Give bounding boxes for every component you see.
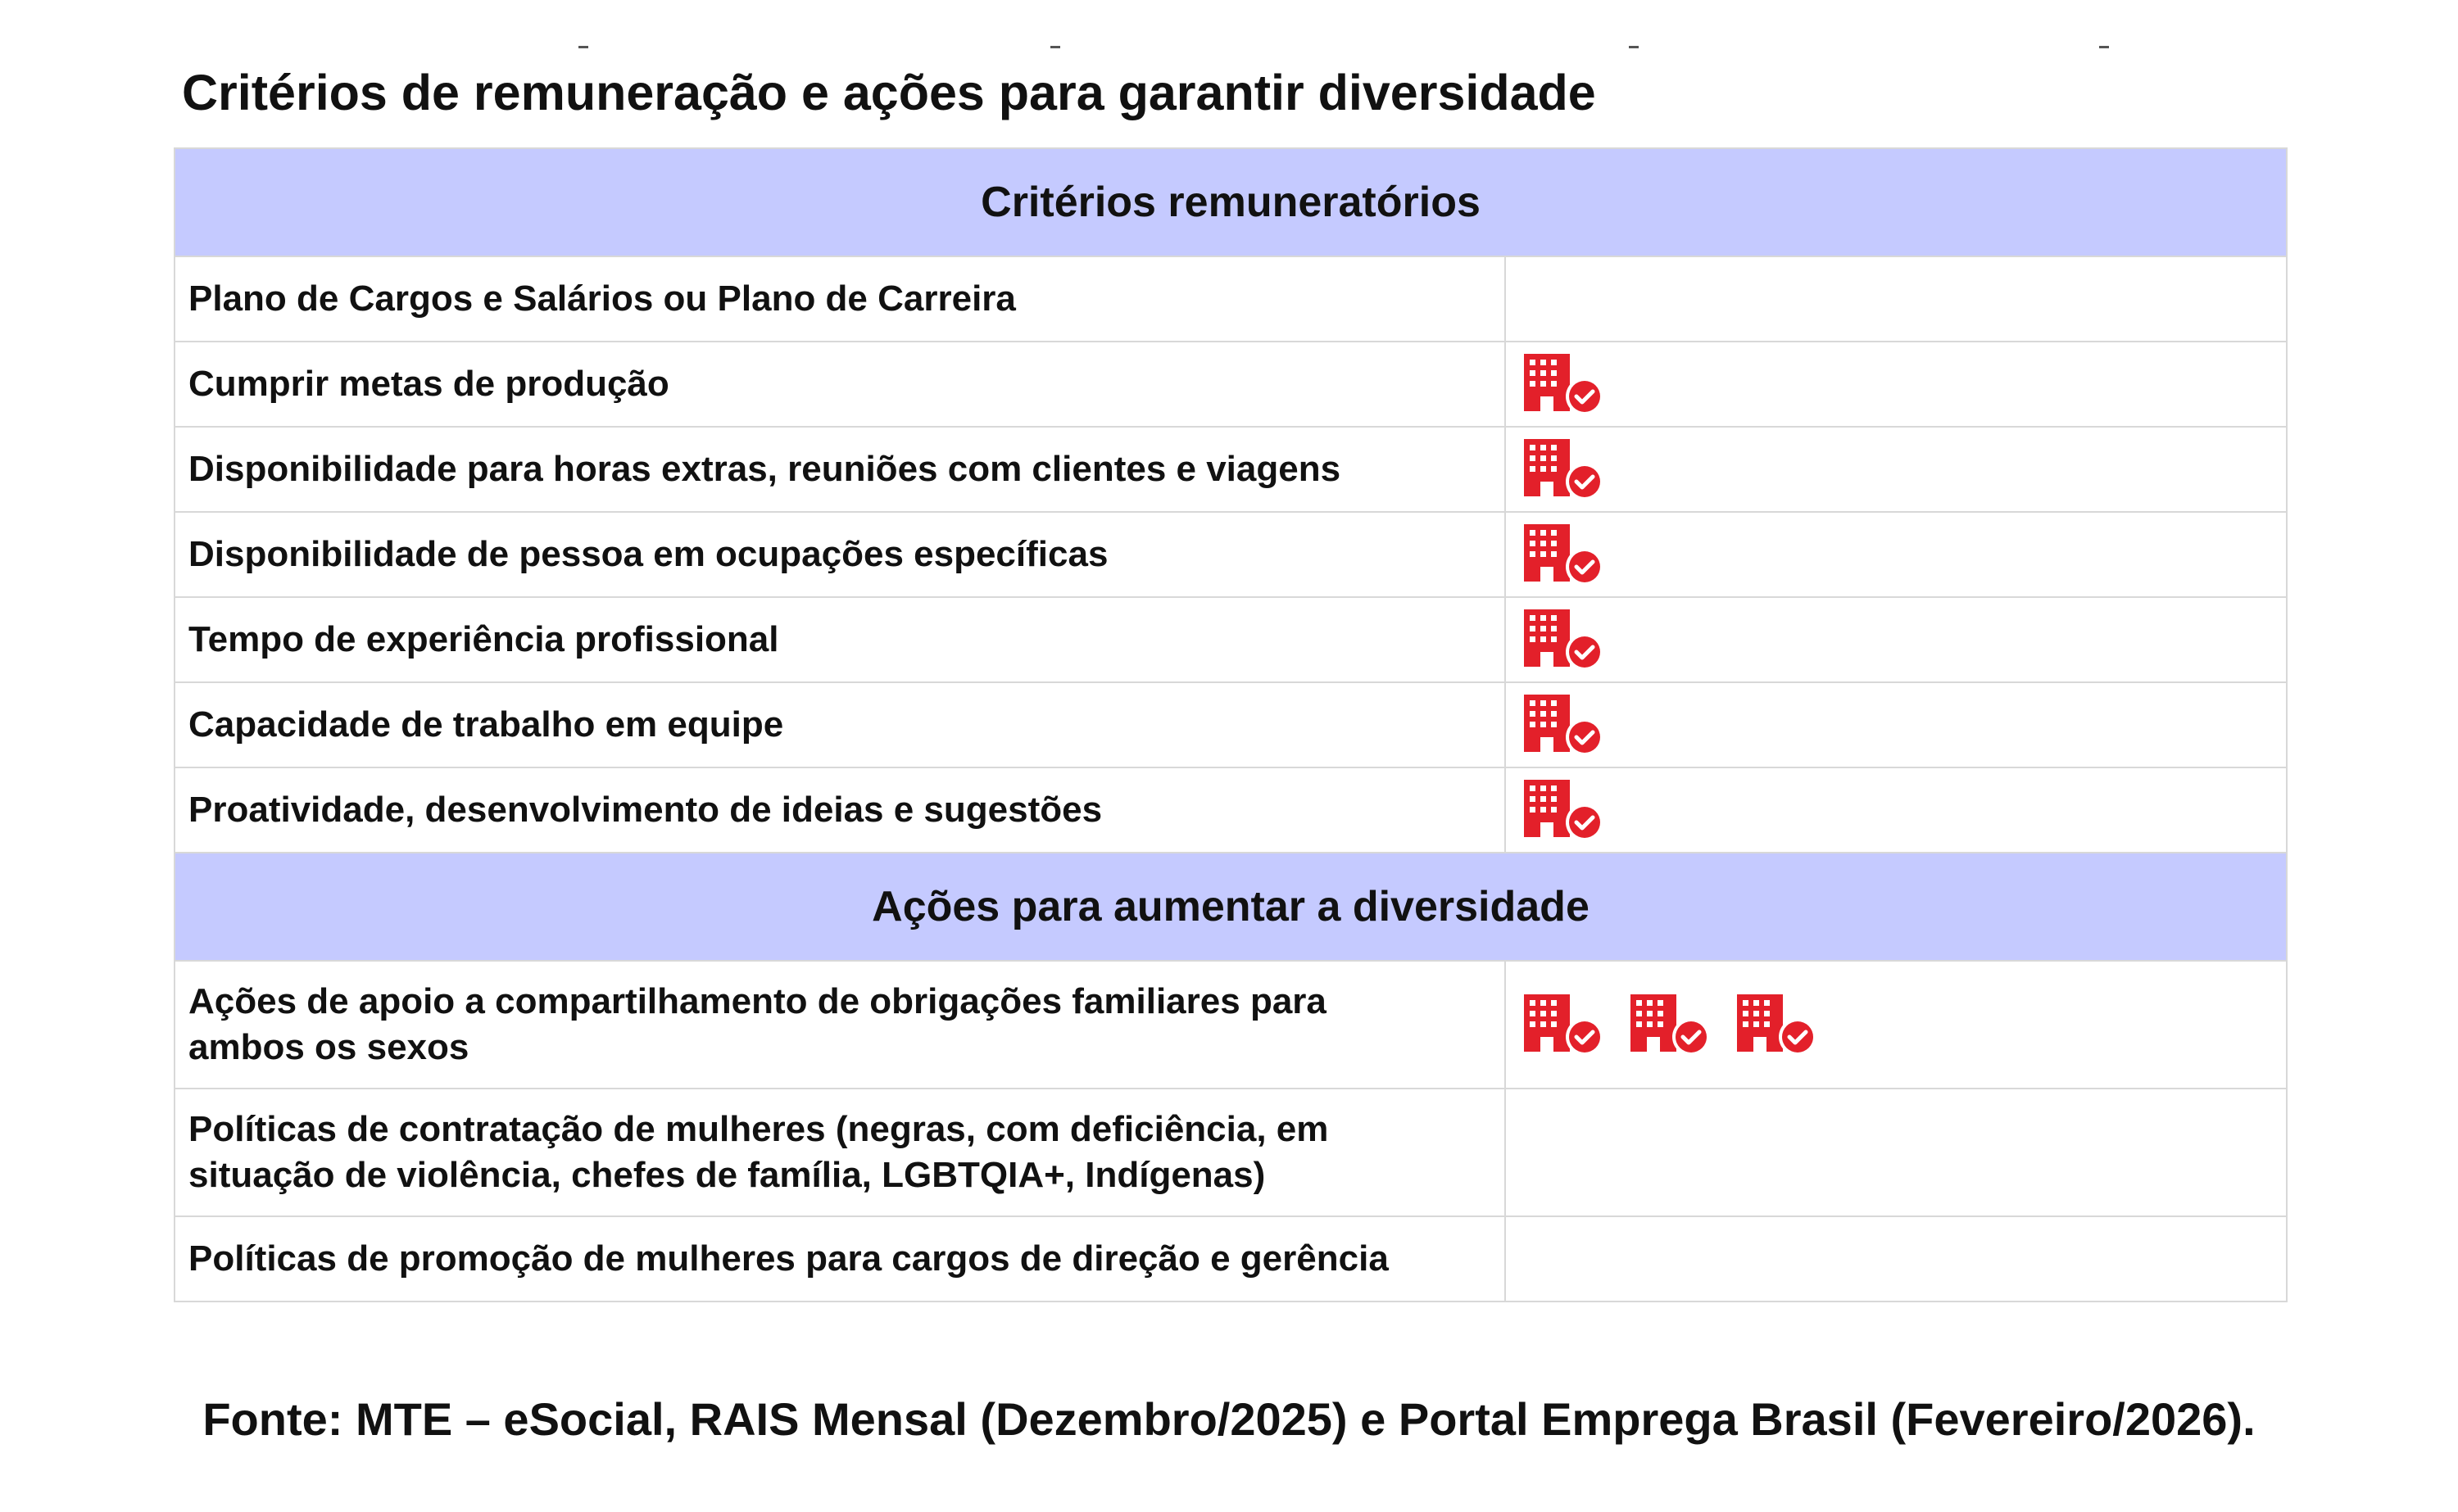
building-check-icon [1521,606,1604,670]
row-icon-cell [1505,597,2287,682]
top-dash-mark [578,46,588,48]
row-icon-cell [1505,961,2287,1089]
section-header-diversity: Ações para aumentar a diversidade [175,853,2287,961]
row-label [175,1089,1505,1216]
table-row [175,342,2287,427]
row-icon-cell [1505,1089,2287,1216]
row-label: Disponibilidade de pessoa em ocupações específicas [175,512,1505,597]
row-icon-cell [1505,767,2287,853]
row-label [175,961,1505,1089]
row-label: Plano de Cargos e Salários ou Plano de Carreira [175,256,1505,342]
building-check-icon [1521,351,1604,414]
row-label: Disponibilidade para horas extras, reuniões com clientes e viagens [175,427,1505,512]
building-check-icon [1521,521,1604,585]
table-row [175,427,2287,512]
top-dash-mark [2099,46,2109,48]
section-header-row [175,148,2287,256]
row-label: Políticas de promoção de mulheres para cargos de direção e gerência [175,1216,1505,1301]
row-label: Tempo de experiência profissional [175,597,1505,682]
top-dash-mark [1629,46,1639,48]
row-icon-cell [1505,427,2287,512]
row-label: Proatividade, desenvolvimento de ideias e sugestões [175,767,1505,853]
row-label-line: situação de violência, chefes de família, LGBTQIA+, Indígenas) [188,1155,1266,1195]
row-icon-cell [1505,1216,2287,1301]
building-check-icon [1521,991,1604,1055]
table-row [175,512,2287,597]
row-icon-cell [1505,682,2287,767]
building-check-icon [1627,991,1711,1055]
section-header-row [175,853,2287,961]
row-label-line: Políticas de contratação de mulheres (negras, com deficiência, em [188,1109,1329,1149]
row-icon-cell [1505,342,2287,427]
building-check-icon [1734,991,1817,1055]
row-icon-cell [1505,256,2287,342]
criteria-table [174,147,2288,1302]
table-row [175,961,2287,1089]
table-row [175,256,2287,342]
row-label: Cumprir metas de produção [175,342,1505,427]
row-label-line: Ações de apoio a compartilhamento de obrigações familiares para [188,981,1327,1021]
table-row [175,597,2287,682]
table-row [175,1089,2287,1216]
table-row [175,767,2287,853]
row-icon-cell [1505,512,2287,597]
building-check-icon [1521,691,1604,755]
row-label: Capacidade de trabalho em equipe [175,682,1505,767]
source-footnote: Fonte: MTE – eSocial, RAIS Mensal (Dezembro/2025) e Portal Emprega Brasil (Fevereiro/2026). [202,1393,2256,1445]
row-label-line: ambos os sexos [188,1027,469,1067]
section-header-remuneration: Critérios remuneratórios [175,148,2287,256]
page-title: Critérios de remuneração e ações para garantir diversidade [182,65,1596,120]
top-dash-mark [1050,46,1060,48]
table-row [175,1216,2287,1301]
building-check-icon [1521,436,1604,500]
table-row [175,682,2287,767]
building-check-icon [1521,776,1604,840]
